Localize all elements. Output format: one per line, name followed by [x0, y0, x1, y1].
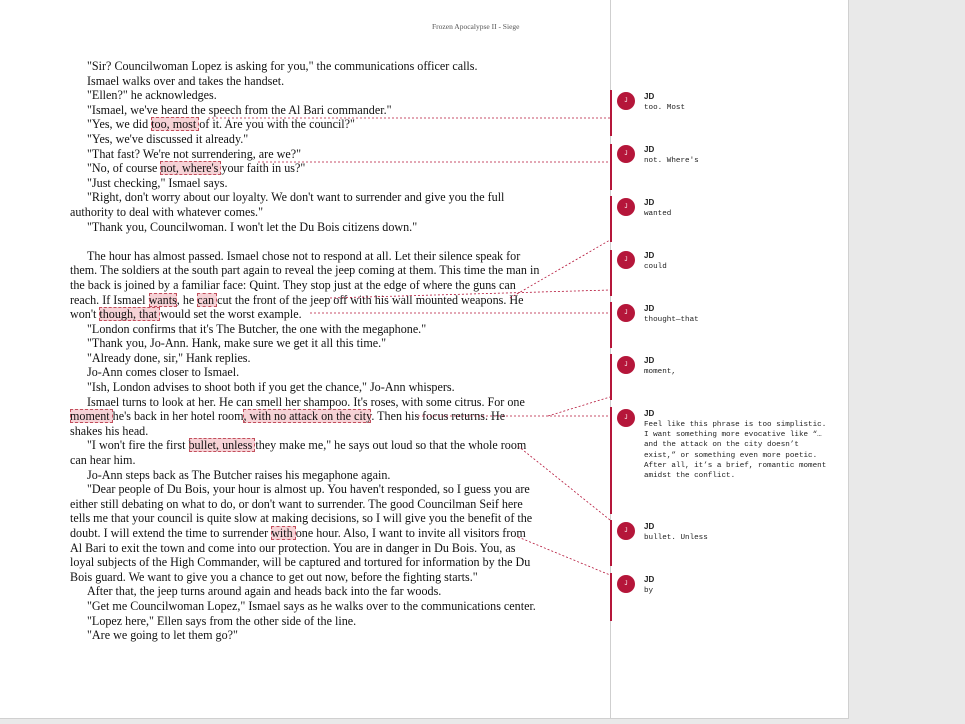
comment-anchor-2[interactable]: not, where's	[160, 161, 222, 176]
comment-marker-bar	[610, 354, 612, 400]
paragraph: "Just checking," Ismael says.	[87, 175, 228, 190]
leader-line-9	[518, 537, 610, 575]
paragraph: "Lopez here," Ellen says from the other side of the line.	[87, 613, 357, 628]
comment-anchor-6[interactable]: moment	[70, 409, 113, 424]
comment-author: JD	[644, 356, 655, 365]
avatar: J	[617, 198, 635, 216]
comment-author: JD	[644, 304, 655, 313]
paragraph: The hour has almost passed. Ismael chose not to respond at all. Let their silence speak for them. The soldiers at the south part again to reveal the jeep coming at them. This time the man in the back is joined by a familiar face: Quint. They stop just at the edge of where the guns can reach. If Ismael wants, he can cut the front of the jeep off with his wall mounted weapons. He won't though, that would set the worst example.	[70, 248, 540, 322]
paragraph: "Already done, sir," Hank replies.	[87, 350, 251, 365]
paragraph: Ismael walks over and takes the handset.	[87, 73, 285, 88]
comment-author: JD	[644, 198, 655, 207]
comment-text: could	[644, 263, 667, 271]
comment-anchor-1[interactable]: too, most	[151, 117, 200, 132]
comment-author: JD	[644, 92, 655, 101]
paragraph: "Sir? Councilwoman Lopez is asking for you," the communications officer calls.	[87, 59, 478, 73]
paragraph: "Yes, we've discussed it already."	[87, 131, 249, 146]
comment-text: too. Most	[644, 104, 686, 112]
comment-anchor-3[interactable]: wants	[148, 292, 177, 307]
avatar: J	[617, 409, 635, 427]
paragraph: "No, of course not, where's your faith in us?"	[87, 161, 306, 176]
paragraph: "That fast? We're not surrendering, are we?"	[87, 146, 302, 161]
comment-marker-bar	[610, 407, 612, 514]
running-header: Frozen Apocalypse II - Siege	[432, 22, 520, 31]
comment-text: moment,	[644, 368, 676, 376]
comment-marker-bar	[610, 520, 612, 566]
comment-marker-bar	[610, 250, 612, 296]
comment-anchor-5[interactable]: though, that	[99, 307, 161, 322]
paragraph: "Yes, we did too, most of it. Are you with the council?"	[87, 117, 355, 132]
comment-text: Feel like this phrase is too simplistic. I want something more evocative like “…and the attack on the city doesn’t exist,” or something even more poetic. After all, it’s a brief, romantic moment amidst the conflict.	[644, 421, 827, 481]
comment-text: thought—that	[644, 316, 699, 324]
avatar: J	[617, 356, 635, 374]
paragraph: After that, the jeep turns around again and heads back into the far woods.	[87, 584, 442, 599]
paragraph: "Dear people of Du Bois, your hour is almost up. You haven't responded, so I guess you are either still debating on what to do, or don't want to surrender. The good Councilman Seif here tells me that your council is quite slow at making decisions, so I will give you the benefit of the doubt. I will extend the time to surrender with one hour. Also, I want to invite all visitors from Al Bari to exit the town and come into our protection. You are in danger in Du Bois. You, as loyal subjects of the High Commander, will be captured and tortured for information by the Du Bois guard. We want to give you a chance to get out now, before the fighting starts."	[70, 482, 533, 584]
paragraph: "London confirms that it's The Butcher, the one with the megaphone."	[87, 321, 427, 336]
paragraph: "Thank you, Jo-Ann. Hank, make sure we get it all this time."	[87, 336, 387, 351]
paragraph: "Get me Councilwoman Lopez," Ismael says as he walks over to the communications center.	[87, 598, 536, 613]
paragraph: "Right, don't worry about our loyalty. We don't want to surrender and give you the full authority to deal with whatever comes."	[70, 190, 505, 219]
comment-anchor-9[interactable]: with	[271, 526, 296, 540]
comment-text: wanted	[644, 210, 672, 218]
paragraph: "Are we going to let them go?"	[87, 628, 238, 643]
leader-line-6	[548, 397, 610, 416]
avatar: J	[617, 522, 635, 540]
avatar: J	[617, 575, 635, 593]
comment-author: JD	[644, 251, 655, 260]
paragraph: "I won't fire the first bullet, unless they make me," he says out loud so that the whole room can hear him.	[70, 438, 527, 468]
paragraph: "Thank you, Councilwoman. I won't let the Du Bois citizens down."	[87, 219, 418, 234]
avatar: J	[617, 92, 635, 110]
comment-marker-bar	[610, 573, 612, 621]
leader-line-3	[510, 240, 610, 298]
comment-marker-bar	[610, 302, 612, 348]
avatar: J	[617, 251, 635, 269]
paragraph: "Ismael, we've heard the speech from the Al Bari commander."	[87, 102, 392, 117]
avatar: J	[617, 304, 635, 322]
comment-anchor-8[interactable]: bullet, unless	[188, 438, 256, 453]
comment-author: JD	[644, 409, 655, 418]
leader-line-8	[518, 446, 610, 520]
comment-author: JD	[644, 145, 655, 154]
comment-text: bullet. Unless	[644, 534, 708, 542]
paragraph: Jo-Ann comes closer to Ismael.	[87, 365, 240, 380]
comment-text: not. Where's	[644, 157, 699, 165]
comment-anchor-7[interactable]: , with no attack on the city	[243, 409, 372, 424]
leader-line-4	[330, 290, 610, 298]
paragraph: "Ish, London advises to shoot both if you get the chance," Jo-Ann whispers.	[87, 380, 455, 395]
comment-author: JD	[644, 522, 655, 531]
comment-author: JD	[644, 575, 655, 584]
paragraph: Jo-Ann steps back as The Butcher raises his megaphone again.	[87, 467, 391, 482]
avatar: J	[617, 145, 635, 163]
comment-marker-bar	[610, 144, 612, 190]
comment-text: by	[644, 587, 654, 595]
paragraph: Ismael turns to look at her. He can smell her shampoo. It's roses, with some citrus. For one moment he's back in her hotel room, with no attack on the city. Then his focus returns. He shakes his head.	[70, 394, 525, 438]
comment-anchor-4[interactable]: can	[197, 292, 218, 307]
comment-marker-bar	[610, 90, 612, 136]
comment-marker-bar	[610, 196, 612, 242]
paragraph: "Ellen?" he acknowledges.	[87, 88, 217, 103]
